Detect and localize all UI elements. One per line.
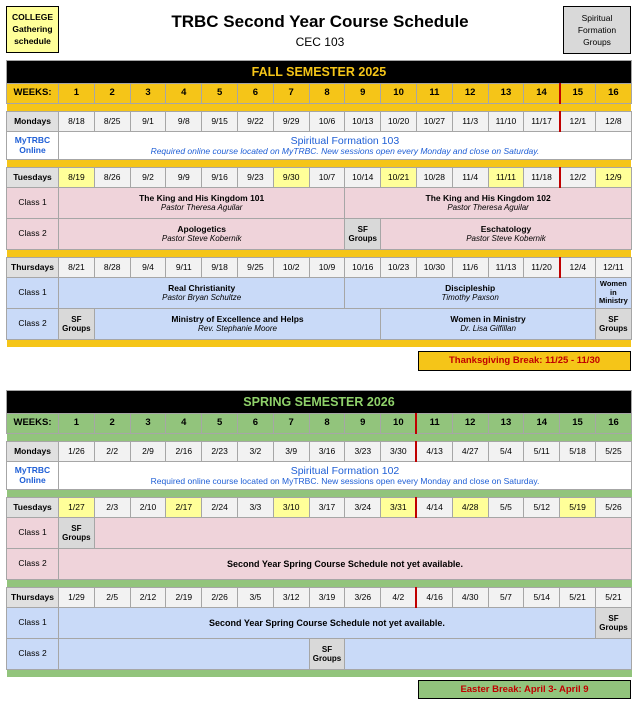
date-cell: 9/4 bbox=[130, 258, 166, 278]
groups-label: Groups bbox=[348, 234, 377, 243]
date-cell: 2/10 bbox=[130, 498, 166, 518]
fall-mondays-row bbox=[7, 112, 632, 132]
week-cell: 16 bbox=[595, 414, 631, 434]
sf-groups-cell bbox=[309, 639, 345, 670]
week-cell: 2 bbox=[94, 84, 130, 104]
spring-semester-title: SPRING SEMESTER 2026 bbox=[7, 391, 632, 414]
date-cell: 9/1 bbox=[130, 112, 166, 132]
groups-label: Groups bbox=[62, 533, 91, 542]
class1-label: Class 1 bbox=[7, 608, 59, 639]
date-cell: 9/25 bbox=[237, 258, 273, 278]
tuesdays-label: Tuesdays bbox=[7, 168, 59, 188]
date-cell: 10/6 bbox=[309, 112, 345, 132]
date-cell: 3/5 bbox=[237, 588, 273, 608]
date-cell: 10/27 bbox=[416, 112, 452, 132]
date-cell: 5/21 bbox=[595, 588, 631, 608]
date-cell: 3/23 bbox=[345, 442, 381, 462]
week-cell: 9 bbox=[345, 84, 381, 104]
fall-online-course bbox=[59, 132, 632, 160]
badge-line: Formation bbox=[577, 25, 617, 35]
mondays-label: Mondays bbox=[7, 112, 59, 132]
date-cell: 11/20 bbox=[524, 258, 560, 278]
badge-line: Groups bbox=[583, 37, 611, 47]
spring-thu-class2-row bbox=[7, 639, 632, 670]
sf-groups-cell bbox=[59, 518, 95, 549]
weeks-label: WEEKS: bbox=[7, 414, 59, 434]
week-cell: 5 bbox=[202, 414, 238, 434]
week-cell: 10 bbox=[381, 84, 417, 104]
page-subtitle: CEC 103 bbox=[295, 35, 345, 49]
week-cell: 15 bbox=[560, 414, 596, 434]
date-cell: 9/30 bbox=[273, 168, 309, 188]
fall-weeks-row bbox=[7, 84, 632, 104]
mondays-label: Mondays bbox=[7, 442, 59, 462]
week-cell: 15 bbox=[560, 84, 596, 104]
sf-label: SF bbox=[321, 644, 333, 654]
fall-tue-class2-row bbox=[7, 219, 632, 250]
date-cell: 5/5 bbox=[488, 498, 524, 518]
date-cell: 3/2 bbox=[237, 442, 273, 462]
fall-thursdays-row bbox=[7, 258, 632, 278]
week-cell: 3 bbox=[130, 84, 166, 104]
online-course-desc: Required online course located on MyTRBC. New sessions open every Monday and close on Saturday. bbox=[150, 475, 540, 486]
fall-thu-class2-row bbox=[7, 309, 632, 340]
date-cell: 4/2 bbox=[381, 588, 417, 608]
date-cell: 2/5 bbox=[94, 588, 130, 608]
week-cell: 7 bbox=[273, 414, 309, 434]
date-cell: 5/25 bbox=[595, 442, 631, 462]
online-label: Online bbox=[19, 144, 46, 155]
date-cell: 12/11 bbox=[595, 258, 631, 278]
date-cell: 9/29 bbox=[273, 112, 309, 132]
week-cell: 5 bbox=[202, 84, 238, 104]
date-cell: 11/3 bbox=[452, 112, 488, 132]
date-cell: 10/28 bbox=[416, 168, 452, 188]
week-cell: 14 bbox=[524, 414, 560, 434]
week-cell: 4 bbox=[166, 414, 202, 434]
date-cell: 1/29 bbox=[59, 588, 95, 608]
groups-label: Groups bbox=[599, 623, 628, 632]
week-cell: 11 bbox=[416, 84, 452, 104]
sf-groups-cell bbox=[595, 608, 631, 639]
course-title: Women in Ministry bbox=[450, 313, 526, 324]
online-course-title: Spiritual Formation 103 bbox=[290, 134, 400, 147]
date-cell: 2/2 bbox=[94, 442, 130, 462]
date-cell: 12/2 bbox=[560, 168, 596, 188]
date-cell: 11/11 bbox=[488, 168, 524, 188]
date-cell: 11/17 bbox=[524, 112, 560, 132]
spiritual-formation-badge bbox=[563, 6, 631, 54]
spring-tue-class2-row bbox=[7, 549, 632, 580]
date-cell: 2/23 bbox=[202, 442, 238, 462]
date-cell: 8/26 bbox=[94, 168, 130, 188]
course-block bbox=[595, 278, 631, 309]
course-title: Eschatology bbox=[480, 223, 532, 234]
week-cell: 16 bbox=[595, 84, 631, 104]
date-cell: 2/3 bbox=[94, 498, 130, 518]
course-title: The King and His Kingdom 102 bbox=[425, 192, 551, 203]
date-cell: 9/18 bbox=[202, 258, 238, 278]
date-cell: 11/10 bbox=[488, 112, 524, 132]
class2-label: Class 2 bbox=[7, 219, 59, 250]
course-block bbox=[59, 278, 345, 309]
date-cell: 9/9 bbox=[166, 168, 202, 188]
date-cell: 2/24 bbox=[202, 498, 238, 518]
date-cell: 4/14 bbox=[416, 498, 452, 518]
course-block bbox=[345, 188, 631, 219]
badge-line: Spiritual bbox=[581, 13, 613, 23]
groups-label: Groups bbox=[312, 654, 342, 663]
date-cell: 1/26 bbox=[59, 442, 95, 462]
date-cell: 8/21 bbox=[59, 258, 95, 278]
week-cell: 6 bbox=[237, 414, 273, 434]
mytrbc-label: MyTRBC bbox=[14, 134, 51, 145]
date-cell: 4/27 bbox=[452, 442, 488, 462]
date-cell: 11/18 bbox=[524, 168, 560, 188]
date-cell: 8/19 bbox=[59, 168, 95, 188]
course-title: Discipleship bbox=[445, 282, 496, 293]
week-cell: 10 bbox=[381, 414, 417, 434]
class2-label: Class 2 bbox=[7, 309, 59, 340]
course-instructor: Timothy Paxson bbox=[441, 293, 499, 303]
tuesdays-label: Tuesdays bbox=[7, 498, 59, 518]
course-title: Apologetics bbox=[177, 223, 227, 234]
week-cell: 3 bbox=[130, 414, 166, 434]
mytrbc-label: MyTRBC bbox=[14, 464, 51, 475]
date-cell: 1/27 bbox=[59, 498, 95, 518]
week-cell: 11 bbox=[416, 414, 452, 434]
spring-mondays-row bbox=[7, 442, 632, 462]
date-cell: 5/4 bbox=[488, 442, 524, 462]
date-cell: 10/13 bbox=[345, 112, 381, 132]
date-cell: 11/13 bbox=[488, 258, 524, 278]
week-cell: 12 bbox=[452, 414, 488, 434]
course-title-line: Women bbox=[599, 279, 627, 289]
course-title: The King and His Kingdom 101 bbox=[139, 192, 265, 203]
fall-thu-class1-row bbox=[7, 278, 632, 309]
date-cell: 5/21 bbox=[560, 588, 596, 608]
spring-thu-class1-row bbox=[7, 608, 632, 639]
date-cell: 11/4 bbox=[452, 168, 488, 188]
date-cell: 3/16 bbox=[309, 442, 345, 462]
date-cell: 2/26 bbox=[202, 588, 238, 608]
badge-line: schedule bbox=[14, 36, 51, 46]
date-cell: 3/26 bbox=[345, 588, 381, 608]
date-cell: 9/8 bbox=[166, 112, 202, 132]
class1-label: Class 1 bbox=[7, 518, 59, 549]
spring-tuesdays-row bbox=[7, 498, 632, 518]
sf-groups-cell bbox=[59, 309, 95, 340]
week-cell: 13 bbox=[488, 414, 524, 434]
weeks-label: WEEKS: bbox=[7, 84, 59, 104]
course-instructor: Pastor Bryan Schultze bbox=[162, 293, 242, 303]
fall-tue-class1-row bbox=[7, 188, 632, 219]
date-cell: 5/11 bbox=[524, 442, 560, 462]
course-block bbox=[381, 309, 596, 340]
spring-online-row bbox=[7, 462, 632, 490]
date-cell: 11/6 bbox=[452, 258, 488, 278]
fall-tuesdays-row bbox=[7, 168, 632, 188]
date-cell: 9/2 bbox=[130, 168, 166, 188]
date-cell: 4/16 bbox=[416, 588, 452, 608]
date-cell: 5/19 bbox=[560, 498, 596, 518]
date-cell: 9/16 bbox=[202, 168, 238, 188]
course-title: Real Christianity bbox=[168, 282, 236, 293]
course-block bbox=[345, 278, 596, 309]
online-label: Online bbox=[19, 474, 46, 485]
date-cell: 10/9 bbox=[309, 258, 345, 278]
fall-semester-title: FALL SEMESTER 2025 bbox=[7, 61, 632, 84]
date-cell: 5/14 bbox=[524, 588, 560, 608]
course-instructor: Rev. Stephanie Moore bbox=[197, 324, 277, 334]
course-block bbox=[94, 309, 380, 340]
course-title-line: Ministry bbox=[599, 296, 628, 306]
date-cell: 9/23 bbox=[237, 168, 273, 188]
week-cell: 8 bbox=[309, 414, 345, 434]
badge-line: COLLEGE bbox=[11, 12, 54, 22]
course-instructor: Dr. Lisa Gilfillan bbox=[460, 324, 516, 334]
week-cell: 9 bbox=[345, 414, 381, 434]
empty-course-block bbox=[345, 639, 632, 670]
empty-course-block bbox=[59, 639, 310, 670]
date-cell: 12/4 bbox=[560, 258, 596, 278]
badge-line: Gathering bbox=[12, 24, 53, 34]
page-title: TRBC Second Year Course Schedule bbox=[171, 12, 469, 31]
thursdays-label: Thursdays bbox=[7, 258, 59, 278]
date-cell: 2/19 bbox=[166, 588, 202, 608]
date-cell: 10/30 bbox=[416, 258, 452, 278]
groups-label: Groups bbox=[599, 324, 628, 333]
date-cell: 2/12 bbox=[130, 588, 166, 608]
date-cell: 3/9 bbox=[273, 442, 309, 462]
date-cell: 3/31 bbox=[381, 498, 417, 518]
date-cell: 5/26 bbox=[595, 498, 631, 518]
week-cell: 14 bbox=[524, 84, 560, 104]
date-cell: 2/16 bbox=[166, 442, 202, 462]
date-cell: 10/21 bbox=[381, 168, 417, 188]
course-title: Ministry of Excellence and Helps bbox=[171, 313, 304, 324]
easter-break-note: Easter Break: April 3- April 9 bbox=[418, 680, 631, 699]
course-instructor: Pastor Theresa Aguilar bbox=[160, 203, 243, 213]
spring-weeks-row bbox=[7, 414, 632, 434]
spring-thursdays-row bbox=[7, 588, 632, 608]
date-cell: 3/12 bbox=[273, 588, 309, 608]
fall-schedule-table bbox=[6, 60, 632, 347]
date-cell: 8/18 bbox=[59, 112, 95, 132]
sf-label: SF bbox=[357, 224, 368, 234]
date-cell: 10/20 bbox=[381, 112, 417, 132]
date-cell: 8/25 bbox=[94, 112, 130, 132]
week-cell: 13 bbox=[488, 84, 524, 104]
sf-label: SF bbox=[608, 314, 619, 324]
class1-label: Class 1 bbox=[7, 278, 59, 309]
fall-online-row bbox=[7, 132, 632, 160]
date-cell: 3/10 bbox=[273, 498, 309, 518]
sf-groups-cell bbox=[345, 219, 381, 250]
mytrbc-online-label bbox=[7, 462, 59, 490]
sf-label: SF bbox=[71, 523, 82, 533]
not-available-message: Second Year Spring Course Schedule not yet available. bbox=[59, 549, 632, 580]
date-cell: 12/8 bbox=[595, 112, 631, 132]
date-cell: 3/3 bbox=[237, 498, 273, 518]
course-instructor: Pastor Theresa Aguilar bbox=[447, 203, 529, 213]
date-cell: 3/17 bbox=[309, 498, 345, 518]
sf-groups-cell bbox=[595, 309, 631, 340]
sf-label: SF bbox=[71, 314, 82, 324]
thanksgiving-break-note: Thanksgiving Break: 11/25 - 11/30 bbox=[418, 351, 631, 371]
week-cell: 2 bbox=[94, 414, 130, 434]
online-course-title: Spiritual Formation 102 bbox=[290, 464, 400, 477]
course-instructor: Pastor Steve Kobernik bbox=[466, 234, 546, 244]
date-cell: 10/2 bbox=[273, 258, 309, 278]
week-cell: 8 bbox=[309, 84, 345, 104]
not-available-message: Second Year Spring Course Schedule not yet available. bbox=[59, 608, 596, 639]
course-title-line: in bbox=[610, 287, 617, 297]
class1-label: Class 1 bbox=[7, 188, 59, 219]
date-cell: 4/30 bbox=[452, 588, 488, 608]
date-cell: 12/1 bbox=[560, 112, 596, 132]
spring-schedule-table bbox=[6, 390, 632, 677]
week-cell: 4 bbox=[166, 84, 202, 104]
date-cell: 10/16 bbox=[345, 258, 381, 278]
date-cell: 5/18 bbox=[560, 442, 596, 462]
empty-course-block bbox=[94, 518, 631, 549]
date-cell: 9/22 bbox=[237, 112, 273, 132]
date-cell: 5/7 bbox=[488, 588, 524, 608]
class2-label: Class 2 bbox=[7, 639, 59, 670]
groups-label: Groups bbox=[62, 324, 91, 333]
date-cell: 5/12 bbox=[524, 498, 560, 518]
mytrbc-online-label bbox=[7, 132, 59, 160]
online-course-desc: Required online course located on MyTRBC. New sessions open every Monday and close on Saturday. bbox=[150, 145, 540, 156]
date-cell: 2/9 bbox=[130, 442, 166, 462]
course-block bbox=[59, 188, 345, 219]
date-cell: 10/7 bbox=[309, 168, 345, 188]
date-cell: 4/13 bbox=[416, 442, 452, 462]
date-cell: 9/15 bbox=[202, 112, 238, 132]
date-cell: 4/28 bbox=[452, 498, 488, 518]
date-cell: 8/28 bbox=[94, 258, 130, 278]
date-cell: 10/14 bbox=[345, 168, 381, 188]
date-cell: 3/24 bbox=[345, 498, 381, 518]
week-cell: 1 bbox=[59, 414, 95, 434]
date-cell: 3/19 bbox=[309, 588, 345, 608]
date-cell: 9/11 bbox=[166, 258, 202, 278]
week-cell: 7 bbox=[273, 84, 309, 104]
sf-label: SF bbox=[608, 613, 619, 623]
week-cell: 12 bbox=[452, 84, 488, 104]
course-instructor: Pastor Steve Kobernik bbox=[161, 234, 242, 244]
thursdays-label: Thursdays bbox=[7, 588, 59, 608]
week-cell: 6 bbox=[237, 84, 273, 104]
spring-tue-class1-row bbox=[7, 518, 632, 549]
date-cell: 12/9 bbox=[595, 168, 631, 188]
spring-online-course bbox=[59, 462, 632, 490]
date-cell: 10/23 bbox=[381, 258, 417, 278]
week-cell: 1 bbox=[59, 84, 95, 104]
class2-label: Class 2 bbox=[7, 549, 59, 580]
date-cell: 2/17 bbox=[166, 498, 202, 518]
course-block bbox=[59, 219, 345, 250]
date-cell: 3/30 bbox=[381, 442, 417, 462]
college-gathering-badge bbox=[6, 6, 59, 53]
course-block bbox=[381, 219, 632, 250]
